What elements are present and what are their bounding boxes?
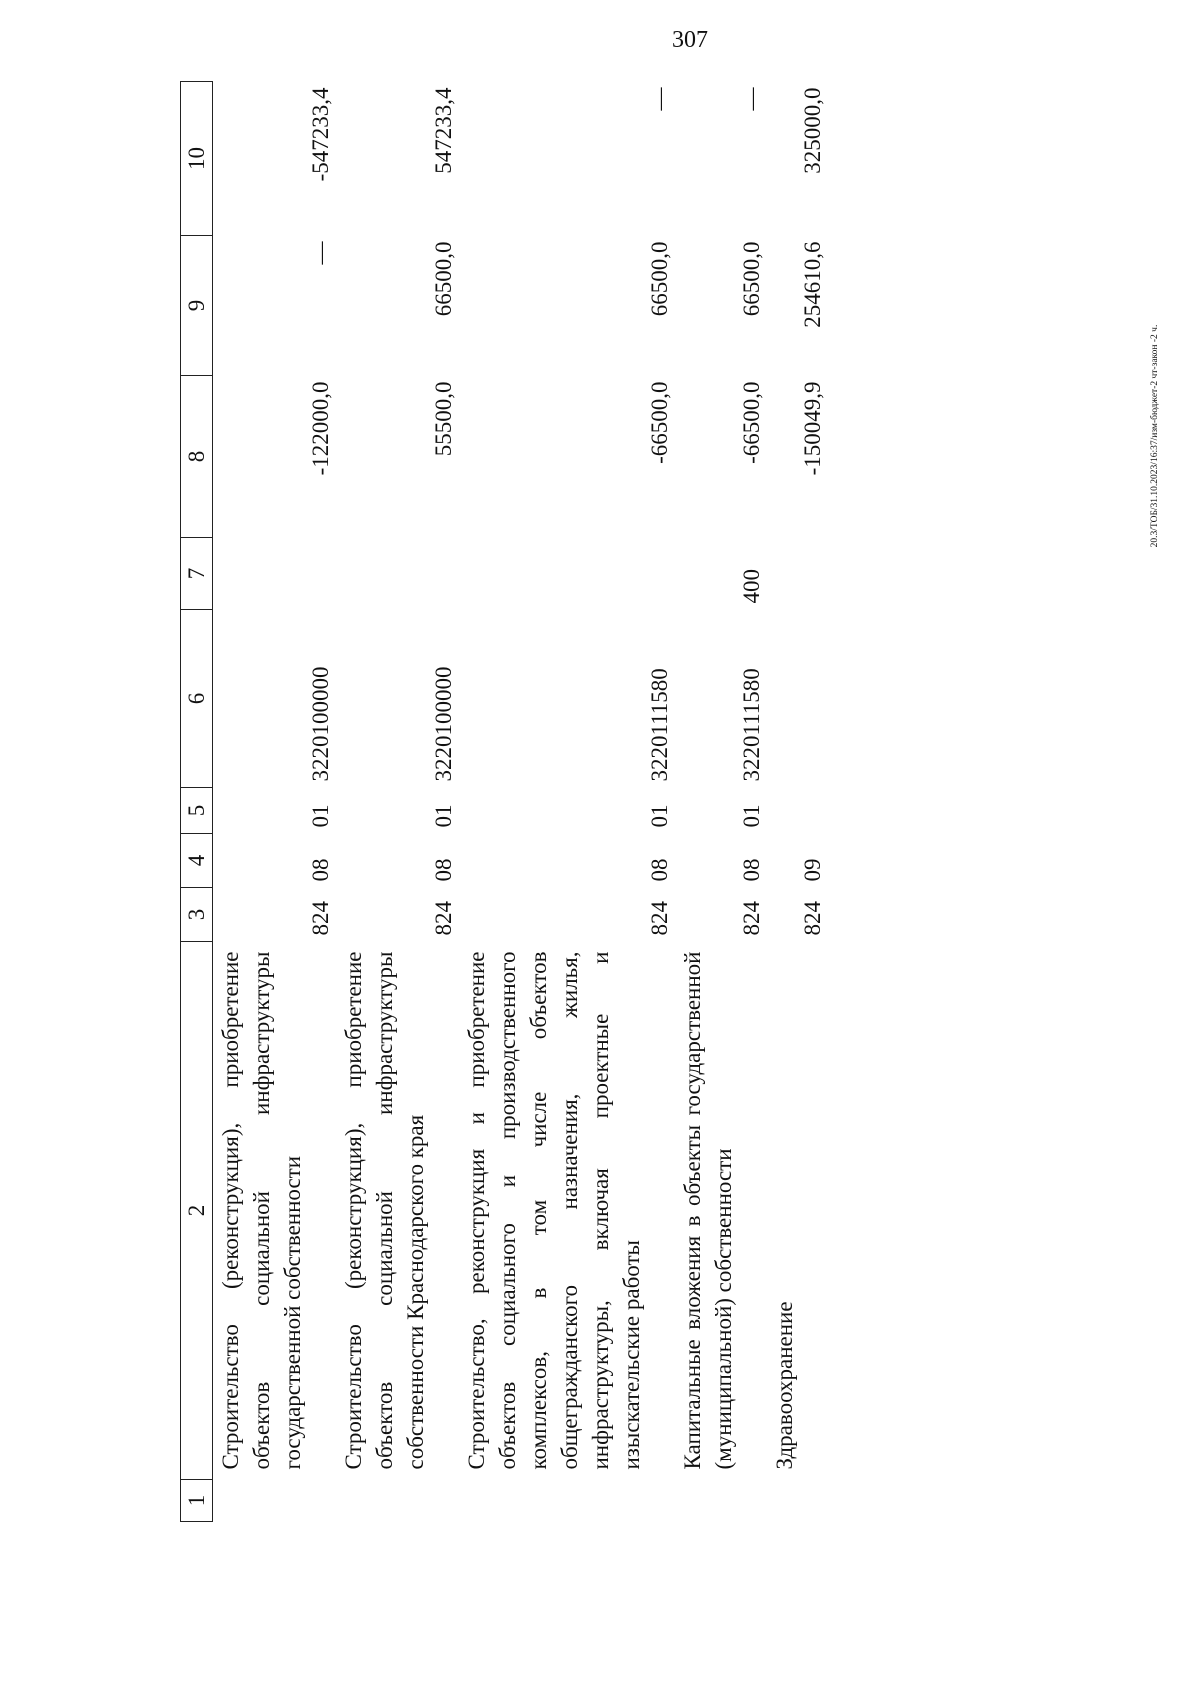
cell-c9: 66500,0 (431, 241, 456, 317)
col-header-9: 9 (181, 236, 213, 376)
cell-c8: -122000,0 (308, 381, 333, 476)
cell-c5: 01 (431, 804, 456, 828)
table-body (213, 82, 829, 1522)
cell-c7 (336, 538, 459, 610)
cell-c8: -150049,9 (800, 381, 825, 476)
col-header-3: 3 (181, 888, 213, 942)
table-row (459, 82, 675, 1522)
page-number: 307 (672, 27, 708, 53)
table-row (213, 82, 337, 1522)
cell-c4: 09 (800, 858, 825, 882)
cell-c10: -547233,4 (308, 87, 333, 182)
col-header-8: 8 (181, 376, 213, 538)
cell-name: Капитальные вложения в объекты государственной (муниципальной) собственности (680, 951, 736, 1470)
cell-c6: 3220100000 (308, 666, 333, 782)
cell-c1 (767, 1480, 828, 1522)
document-code-text: 20.3/ТОБ/31.10.2023/16:37/изм-бюджет-2 чт-закон -2 ч. (1150, 324, 1160, 548)
table-row (767, 82, 828, 1522)
header-row (181, 82, 213, 1522)
cell-c6: 3220100000 (431, 666, 456, 782)
cell-c4: 08 (739, 858, 764, 882)
cell-c7 (213, 538, 337, 610)
cell-c7 (767, 538, 828, 610)
budget-table (180, 81, 828, 1522)
cell-name: Строительство, реконструкция и приобретение объектов социального и производственного комплексов, в том числе объектов общегражданского назначения, жилья, инфраструктуры, включая проектные и изыскательские работы (464, 951, 644, 1470)
cell-c4: 08 (308, 858, 333, 882)
cell-c3: 824 (431, 901, 456, 936)
table-row (675, 82, 767, 1522)
col-header-4: 4 (181, 834, 213, 888)
cell-c9: 66500,0 (739, 241, 764, 317)
cell-c7: 400 (739, 569, 764, 604)
cell-c5: 01 (739, 804, 764, 828)
cell-c1 (213, 1480, 337, 1522)
col-header-10: 10 (181, 82, 213, 236)
col-header-5: 5 (181, 788, 213, 834)
cell-c10: 325000,0 (800, 87, 825, 174)
cell-name: Здравоохранение (772, 1301, 797, 1470)
cell-c8: -66500,0 (739, 381, 764, 464)
cell-c10: 547233,4 (431, 87, 456, 174)
cell-c10: — (647, 87, 672, 111)
cell-c9: 254610,6 (800, 241, 825, 328)
cell-c1 (675, 1480, 767, 1522)
rotated-table-container (180, 82, 1100, 1522)
table-header (181, 82, 213, 1522)
cell-c6: 3220111580 (739, 668, 764, 782)
cell-c3: 824 (739, 901, 764, 936)
cell-c4: 08 (647, 858, 672, 882)
col-header-2: 2 (181, 942, 213, 1480)
cell-c9: 66500,0 (647, 241, 672, 317)
cell-c3: 824 (647, 901, 672, 936)
cell-c1 (336, 1480, 459, 1522)
cell-c6 (767, 610, 828, 788)
cell-c6: 3220111580 (647, 668, 672, 782)
cell-c9: — (308, 241, 333, 265)
cell-name: Строительство (реконструкция), приобретение объектов социальной инфраструктуры собственности Краснодарского края (341, 951, 428, 1470)
cell-c3: 824 (308, 901, 333, 936)
cell-c8: 55500,0 (431, 381, 456, 457)
cell-c5: 01 (647, 804, 672, 828)
col-header-1: 1 (181, 1480, 213, 1522)
table-row (336, 82, 459, 1522)
col-header-7: 7 (181, 538, 213, 610)
col-header-6: 6 (181, 610, 213, 788)
cell-c8: -66500,0 (647, 381, 672, 464)
cell-c3: 824 (800, 901, 825, 936)
cell-c1 (459, 1480, 675, 1522)
cell-c4: 08 (431, 858, 456, 882)
cell-c10: — (739, 87, 764, 111)
cell-c5: 01 (308, 804, 333, 828)
cell-c5 (767, 788, 828, 834)
cell-name: Строительство (реконструкция), приобретение объектов социальной инфраструктуры государственной собственности (218, 951, 305, 1470)
cell-c7 (459, 538, 675, 610)
